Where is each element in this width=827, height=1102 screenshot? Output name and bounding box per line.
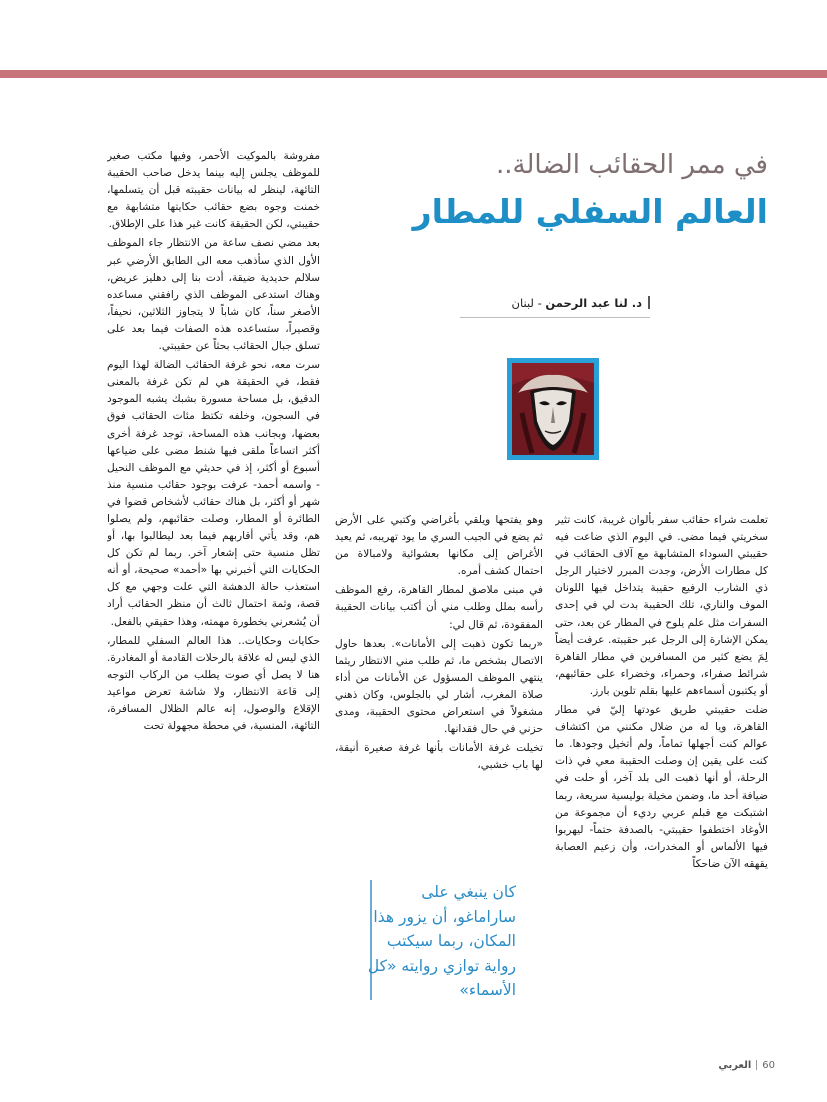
mask-image-icon — [512, 363, 594, 455]
article-column-right — [555, 512, 768, 1077]
article-title: العالم السفلي للمطار — [412, 192, 768, 231]
top-decorative-bar — [0, 70, 827, 78]
paragraph: في مبنى ملاصق لمطار القاهرة، رفع الموظف رأسه بملل وطلب مني أن أكتب بيانات الحقيبة المفقودة، ثم قال لي: — [335, 584, 543, 631]
footer-divider — [756, 1060, 757, 1070]
paragraph: حكايات وحكايات.. هذا العالم السفلي للمطار، الذي ليس له علاقة بالرحلات القادمة أو المغادرة. هنا لا يصل أي صوت يطلب من الركاب التوجه إلى قاعة الانتظار، ولا شاشة تعرض مواعيد الإقلاع والوصول، إنه عالم الظلال المسافرة، التائهة، المنسية، في محطة مجهولة تحت — [107, 634, 320, 733]
page-footer — [715, 1058, 775, 1072]
byline-marker — [648, 296, 650, 309]
byline-author: د. لنا عبد الرحمن — [545, 296, 642, 310]
article-kicker: في ممر الحقائب الضالة.. — [496, 150, 768, 180]
byline-separator: - — [533, 296, 546, 310]
paragraph: ضلت حقيبتي طريق عودتها إليّ في مطار القاهرة، ويا له من ضلال مكنني من اكتشاف عوالم كنت أجهلها تماماً، ولم أتخيل وجودها. ما كنت على يقين إن وصلت الحقيبة معي في ذات الرحلة، أو أنها ذهبت الى بلد آخر، أو حلت في ضيافة أحد ما، وضمن مخيلة بوليسية سريعة، ربما اشتبكت مع قبلم عربي رديء أن مجموعة من الأوغاد اختطفوا حقيبتي- بالصدفة حتماً- ليهربوا فيها الألماس أو المخدرات، وأن زعيم العصابة يقهقه الآن ضاحكاً — [555, 704, 768, 870]
magazine-name: العربي — [718, 1059, 752, 1071]
article-column-middle — [335, 512, 543, 867]
byline — [460, 296, 650, 318]
page-number: 60 — [762, 1059, 775, 1071]
paragraph: تخيلت غرفة الأمانات بأنها غرفة صغيرة أنيقة، لها باب خشبي، — [335, 742, 543, 772]
paragraph: وهو يفتحها ويلقي بأغراضي وكتبي على الأرض ثم يضع في الجيب السري ما يود تهريبه، ثم يعيد الأغراض إلى مكانها بعشوائية ولامبالاة من احتمال كشف أمره. — [335, 514, 543, 578]
pull-quote-text: كان ينبغي على ساراماغو، أن يزور هذا المكان، ربما سيكتب رواية توازي روايته «كل الأسماء» — [367, 883, 516, 999]
paragraph: تعلمت شراء حقائب سفر بألوان غريبة، كانت تثير سخريتي فيما مضى. في اليوم الذي ضاعت فيه حقيبتي السوداء المتشابهة مع آلاف الحقائب في كل مطارات الأرض، وجدت المبرر لاختيار الرجل ذي الشارب الرفيع حقيبة يتداخل فيها اللونان الموف والناري، تلك الحقيبة بدت لي في إحدى السفرات مثل علم يلوح في المطار عن بعد، حتى يمكن الإشارة إلى الرجل عبر حقيبته. عرفت أيضاً لِمَ يضع كثير من المسافرين في مطار القاهرة شرائط صفراء، وحمراء، وخضراء على حقائبهم، أو يكتبون أسماءهم عليها بقلم تلوين بارز. — [555, 514, 768, 697]
paragraph: بعد مضي نصف ساعة من الانتظار جاء الموظف الأول الذي سأذهب معه الى الطابق الأرضي عبر سلالم حديدية ضيقة، أدت بنا إلى دهليز عريض، وهناك استدعى الموظف الذي رافقني مساعده الأصغر سناً، كان شاباً لا يتجاوز الثلاثين، نحيفاً، وقصيراً، ستساعده هذه الصفات فيما بعد على تسلق جبال الحقائب بحثاً عن حقيبتي. — [107, 237, 320, 353]
article-photo — [507, 358, 599, 460]
paragraph: مفروشة بالموكيت الأحمر، وفيها مكتب صغير للموظف يجلس إليه بينما يدخل صاحب الحقيبة التائهة، لينظر له بيانات حقيبته قبل أن يتسلمها، خمنت وجوه بضع حقائب حكايتها متشابهة مع حقيبتي، لكن الحقيقة كانت غير هذا على الإطلاق. — [107, 150, 320, 231]
pull-quote — [367, 880, 528, 1000]
byline-country: لبنان — [511, 296, 534, 310]
article-column-left — [107, 148, 320, 1076]
paragraph: «ربما تكون ذهبت إلى الأمانات». بعدها حاول الاتصال بشخص ما، ثم طلب مني الانتظار ريثما ينتهي الموظف المسؤول عن الأمانات من أداء صلاة المغرب، أشار لي بالجلوس، وكان ذهني مشغولاً في استعراض محتوى الحقيبة، ومدى حزني في حال فقدانها. — [335, 637, 543, 736]
paragraph: سرت معه، نحو غرفة الحقائب الضالة لهذا اليوم فقط، في الحقيقة هي لم تكن غرفة بالمعنى الدقيق، بل مساحة مسورة بشبك يشبه الموجود في السجون، وخلفه تكتظ مئات الحقائب فوق بعضها، وبجانب هذه المساحة، توجد غرفة أخرى أكثر اتساعاً ملقى فيها شنط مضى على ضياعها أسبوع أو أكثر، إذ في حديثي مع الموظف النحيل - واسمه أحمد- عرفت بوجود حقائب منسية منذ شهر أو أكثر، بل هناك حقائب لأشخاص قضوا في الطائرة أو المطار، وصلت حقائبهم، ولم يصلوا هم، وقد يأتي أقاربهم فيما بعد ليطالبوا بها، أو تظل منسية حتى إشعار آخر. ربما لم تكن كل الحكايات التي أخبرني بها «أحمد» صحيحة، أو أنه استعذب حالة الدهشة التي علت وجهي مع كل قصة، وثمة احتمال ثالث أن منظر الحقائب أراد أن يُشعرني بخطورة مهمته، وهذا حقيقي بالفعل. — [107, 359, 320, 628]
